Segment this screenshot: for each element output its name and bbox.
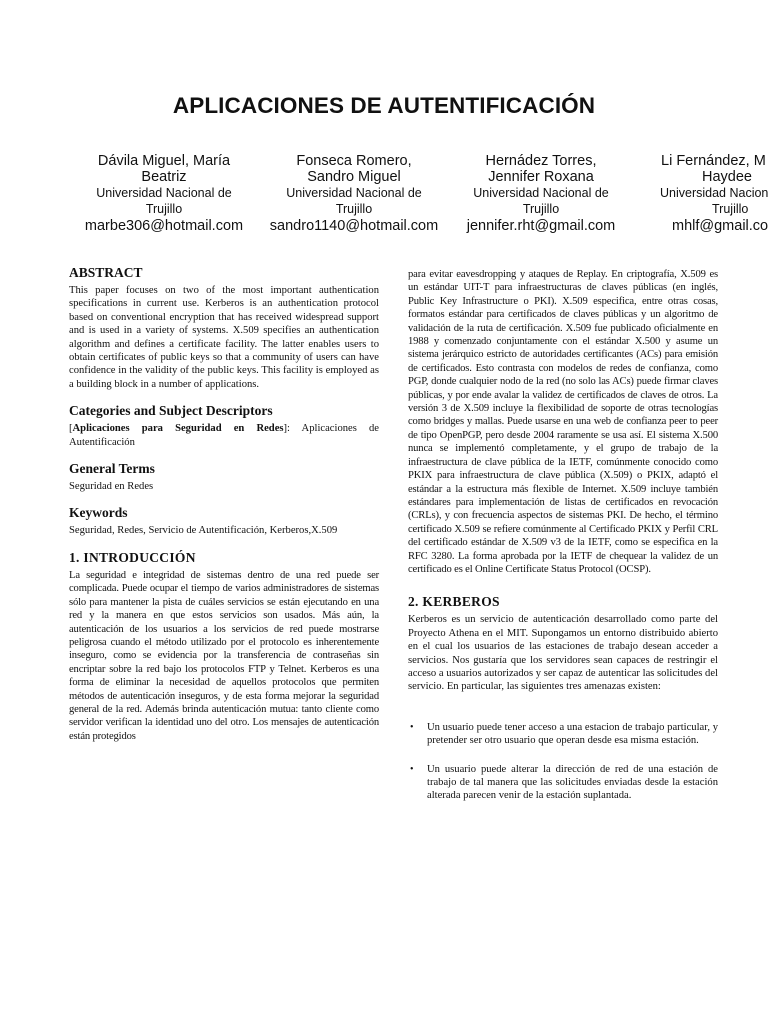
list-item-text: Un usuario puede alterar la dirección de red de una estación de trabajo de tal manera que las solicitudes enviadas desde la estación alterada parecen venir de la estación suplantada. [427,763,718,802]
author-name: Jennifer Roxana [488,169,594,185]
kerberos-heading: 2. KERBEROS [408,594,500,610]
keywords-heading: Keywords [69,505,128,521]
author-block-4-clip [640,0,768,260]
categories-bracket: [ [69,423,73,435]
author-block-3 [441,153,641,234]
abstract-text: This paper focuses on two of the most important authentication specifications in current use. Kerberos is an authentication protocol based on conventional encryption that has received widespread support and is used in a variety of systems. X.509 specifies an authentication algorithm and defines a certificate facility. The latter enables users to obtain certificates of public keys so that a community of users can have confidence in the validity of the public keys. This facility is employed as a building block in a number of applications. [69,285,379,390]
author-block-1 [64,153,264,234]
author-name: Sandro Miguel [307,169,401,185]
bullet-icon: • [410,763,414,775]
author-name: Fonseca Romero, [296,153,412,169]
author-block-4 [640,153,768,234]
categories-rest: ]: Aplicaciones de Autentificación [69,423,379,448]
right-column [408,268,718,818]
list-item-text: Un usuario puede tener acceso a una estacion de trabajo particular, y pretender ser otro usuario que operan desde esa misma estación. [427,721,718,747]
categories-bold: Aplicaciones para Seguridad en Redes [72,423,284,435]
keywords-text: Seguridad, Redes, Servicio de Autentificación, Kerberos,X.509 [69,525,338,537]
list-item [408,763,718,803]
intro-text: La seguridad e integridad de sistemas dentro de una red puede ser complicada. Puede ocupar el tiempo de varios administradores de sistemas sólo para mantener la pista de cuáles servicios se están ejecutando en una red y la manera en que estos servicios son usados. Más aún, la autenticación de los usuarios a los servicios de red puede mostrarse peligrosa cuando el método utilizado por el protocolo es inherentemente inseguro, como se evidencia por la transferencia de contraseñas sin encriptar sobre la red bajo los protocolos FTP y Telnet. Kerberos es una forma de eliminar la necesidad de aquellos protocolos que permiten métodos de autenticación inseguros, y de esta forma mejorar la seguridad general de la red. Además brinda autenticación mutua: tanto cliente como servidor verifican la identidad uno del otro. Los mensajes de autenticación están protegidos [69,569,379,742]
author-affiliation: Trujillo [522,202,560,216]
author-name: Dávila Miguel, María [97,153,231,169]
author-email: marbe306@hotmail.com [84,218,244,234]
author-email: mhlf@gmail.co [672,218,768,234]
left-column [69,265,379,743]
author-affiliation: Universidad Nacional de [473,186,609,200]
author-email: sandro1140@hotmail.com [269,218,439,234]
author-affiliation: Universidad Nacional de [286,186,422,200]
author-name: Li Fernández, M [661,153,766,169]
kerberos-text: Kerberos es un servicio de autenticación desarrollado como parte del Proyecto Athena en el MIT. Supongamos un entorno distribuido abierto en el cual los usuarios de las estaciones de trabajo desean acceder a servicios. Nos gustaría que los servidores sean capaces de restringir el acceso a usuarios autorizados y ser capaz de autenticar las solicitudes del servicio. En particular, las siguientes tres amenazas existen: [408,614,718,693]
author-name: Beatriz [141,169,187,185]
threat-list [408,721,718,803]
author-email: jennifer.rht@gmail.com [466,218,616,234]
author-block-2 [254,153,454,234]
author-name: Hernádez Torres, [485,153,597,169]
general-terms-text: Seguridad en Redes [69,481,154,493]
paper-title: APLICACIONES DE AUTENTIFICACIÓN [172,93,596,118]
categories-heading: Categories and Subject Descriptors [69,403,273,419]
author-affiliation: Universidad Nacional de [96,186,232,200]
abstract-heading: ABSTRACT [69,265,143,280]
list-item [408,721,718,748]
author-affiliation: Trujillo [335,202,373,216]
categories-text [69,422,379,449]
intro-heading: 1. INTRODUCCIÓN [69,549,196,565]
bullet-icon: • [410,721,414,733]
author-affiliation: Trujillo [145,202,183,216]
author-affiliation: Universidad Nacion [660,186,768,200]
intro-continued-text: para evitar eavesdropping y ataques de Replay. En criptografía, X.509 es un estándar UIT-T para infraestructuras de claves públicas (en inglés, Public Key Infrastructure o PKI). X.509 especifica, entre otras cosas, formatos estándar para certificados de claves públicas y un algoritmo de validación de la ruta de certificación. X.509 fue publicado oficialmente en 1988 y comenzado conjuntamente con el estándar X.500 y asume un sistema jerárquico estricto de autoridades certificantes (ACs) para emisión de certificados. Esto contrasta con modelos de redes de confianza, como PGP, donde cualquier nodo de la red (no solo las ACs) puede firmar claves públicas, y por ende avalar la validez de certificados de claves de otros. La versión 3 de X.509 incluye la flexibilidad de soporte de otras tecnologías como bridges y mallas. Puede usarse en una web de confianza peer to peer de tipo OpenPGP, pero desde 2004 raramente se usa así. El sistema X.500 nunca se implementó completamente, y el grupo de trabajo de la infraestructura de clave pública de la IETF, comúnmente conocido como PKIX para infraestructura de clave pública (X.509) o PKIX, adaptó el estándar a la estructura más flexible de Internet. X.509 incluye también estándares para implementación de listas de certificados en revocación (CRLs), y con frecuencia aspectos de sistemas PKI. De hecho, el término certificado X.509 se refiere comúnmente al Certificado PKIX y Perfil CRL del certificado estándar de X.509 v3 de la IETF, como se especifica en la RFC 3280. La forma aprobada por la IETF de chequear la validez de un certificado es el Online Certificate Status Protocol (OCSP). [408,269,718,575]
author-name: Haydee [702,169,752,185]
general-terms-heading: General Terms [69,461,155,477]
author-affiliation: Trujillo [712,202,749,216]
